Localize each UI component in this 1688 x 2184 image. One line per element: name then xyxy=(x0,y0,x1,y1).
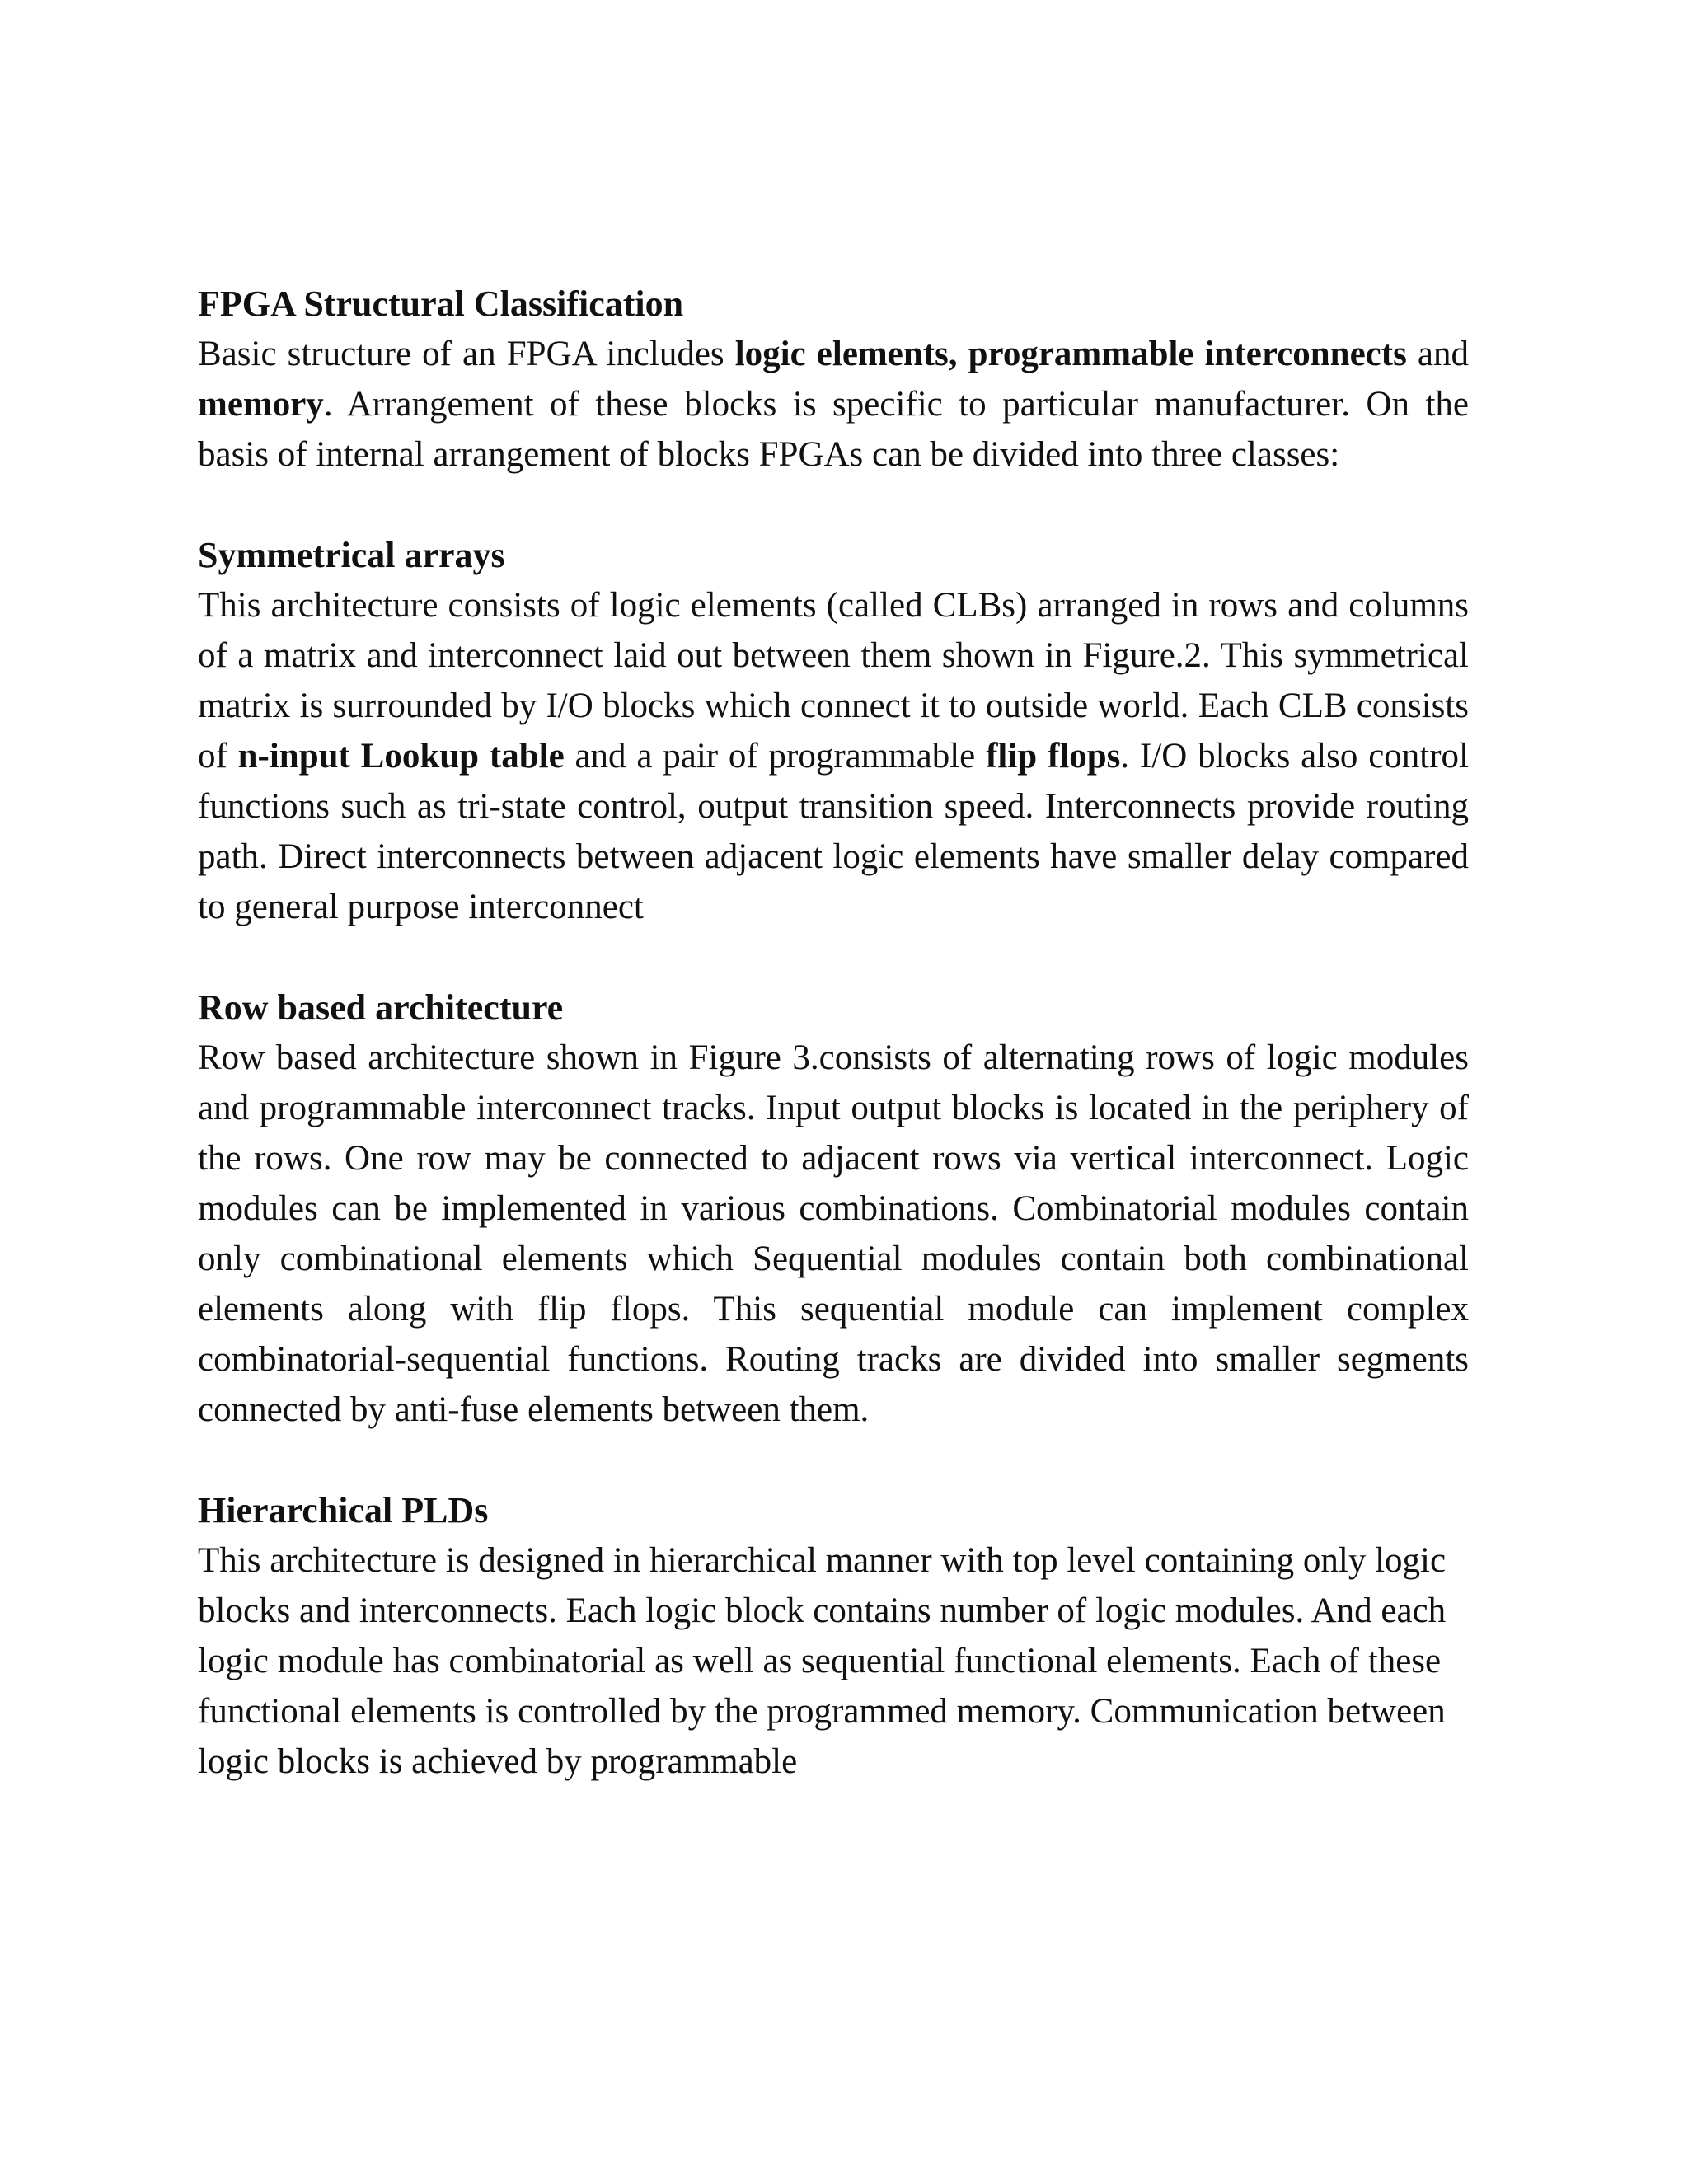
section-paragraph xyxy=(198,1033,1469,1435)
section-heading: Hierarchical PLDs xyxy=(198,1490,489,1530)
section-symmetrical-arrays xyxy=(198,530,1469,932)
text-run: and xyxy=(1406,335,1469,373)
bold-text-run: n-input Lookup table xyxy=(237,737,565,776)
text-run: This architecture is designed in hierarchical manner with top level containing only logic blocks and interconnects. Each logic block contains number of logic modules. And each logic module has combinatorial as well as sequential functional elements. Each of these functional elements is controlled by the programmed memory. Communication between logic blocks is achieved by programmable xyxy=(198,1541,1447,1781)
document-page xyxy=(198,279,1469,1837)
bold-text-run: logic elements, programmable interconnects xyxy=(734,335,1407,373)
text-run: . Arrangement of these blocks is specific to particular manufacturer. On the basis of internal arrangement of blocks FPGAs can be divided into three classes: xyxy=(198,385,1469,474)
section-heading: Row based architecture xyxy=(198,987,564,1028)
section-row-based-architecture xyxy=(198,982,1469,1435)
section-fpga-structural-classification xyxy=(198,279,1469,480)
text-run: . I/O blocks also control functions such as tri-state control, output transition speed. Interconnects provide routing path. Direct interconnects between adjacent logic elements have smaller delay compared to general purpose interconnect xyxy=(198,737,1470,926)
section-heading: FPGA Structural Classification xyxy=(198,284,684,324)
text-run: and a pair of programmable xyxy=(564,737,987,776)
text-run: Row based architecture shown in Figure 3.consists of alternating rows of logic modules and programmable interconnect tracks. Input output blocks is located in the periphery of the rows. One row may be connected to adjacent rows via vertical interconnect. Logic modules can be implemented in various combinations. Combinatorial modules contain only combinational elements which Sequential modules contain both combinational elements along with flip flops. This sequential module can implement complex combinatorial-sequential functions. Routing tracks are divided into smaller segments connected by anti-fuse elements between them. xyxy=(198,1038,1469,1429)
text-run: This architecture consists of logic elements (called CLBs) arranged in rows and columns of a matrix and interconnect laid out between them shown in Figure.2. This symmetrical matrix is surrounded by I/O blocks which connect it to outside world. Each CLB consists of xyxy=(198,586,1469,776)
bold-text-run: memory xyxy=(198,385,324,424)
text-run: Basic structure of an FPGA includes xyxy=(198,335,735,373)
section-paragraph xyxy=(198,1535,1469,1787)
section-paragraph xyxy=(198,580,1469,932)
bold-text-run: flip flops xyxy=(986,737,1121,776)
section-hierarchical-plds xyxy=(198,1485,1469,1787)
section-paragraph xyxy=(198,329,1469,480)
section-heading: Symmetrical arrays xyxy=(198,535,505,575)
